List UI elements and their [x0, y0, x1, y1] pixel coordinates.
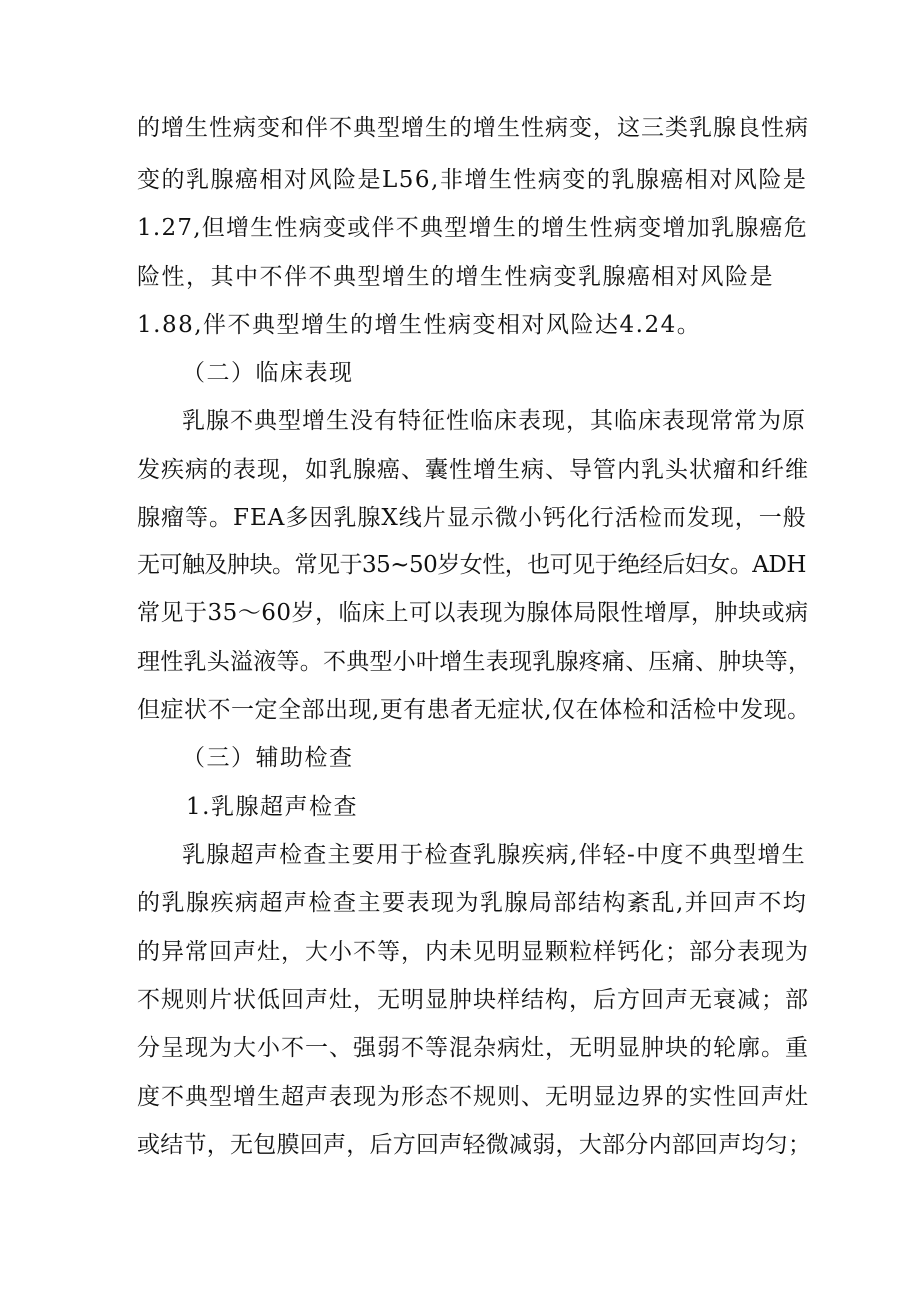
section-heading-clinical: （二）临床表现	[182, 360, 354, 386]
paragraph-line: 变的乳腺癌相对风险是L56,非增生性病变的乳腺癌相对风险是	[137, 167, 808, 193]
paragraph-line: 1.88,伴不典型增生的增生性病变相对风险达4.24。	[137, 312, 702, 338]
paragraph-line: 的增生性病变和伴不典型增生的增生性病变，这三类乳腺良性病	[137, 115, 809, 141]
paragraph-line: 度不典型增生超声表现为形态不规则、无明显边界的实性回声灶	[137, 1084, 809, 1110]
paragraph-line: 不规则片状低回声灶，无明显肿块样结构，后方回声无衰减；部	[137, 987, 809, 1013]
paragraph-line: 腺瘤等。FEA多因乳腺X线片显示微小钙化行活检而发现，一般	[137, 505, 807, 531]
paragraph-line: 的乳腺疾病超声检查主要表现为乳腺局部结构紊乱,并回声不均	[137, 890, 808, 916]
paragraph-line: 理性乳头溢液等。不典型小叶增生表现乳腺疼痛、压痛、肿块等，	[137, 649, 812, 675]
paragraph-line: 但症状不一定全部出现,更有患者无症状,仅在体检和活检中发现。	[137, 697, 811, 723]
paragraph-line: 分呈现为大小不一、强弱不等混杂病灶，无明显肿块的轮廓。重	[137, 1035, 809, 1061]
paragraph-line: 乳腺超声检查主要用于检查乳腺疾病,伴轻-中度不典型增生	[182, 842, 806, 868]
paragraph-line: 的异常回声灶，大小不等，内未见明显颗粒样钙化；部分表现为	[137, 939, 809, 965]
paragraph-line: 或结节，无包膜回声，后方回声轻微减弱，大部分内部回声均匀；	[137, 1132, 812, 1158]
section-heading-auxiliary: （三）辅助检查	[182, 745, 354, 771]
paragraph-line: 1.27,但增生性病变或伴不典型增生的增生性病变增加乳腺癌危	[137, 215, 809, 241]
paragraph-line: 险性，其中不伴不典型增生的增生性病变乳腺癌相对风险是	[137, 264, 774, 290]
paragraph-line: 发疾病的表现，如乳腺癌、囊性增生病、导管内乳头状瘤和纤维	[137, 457, 809, 483]
paragraph-line: 无可触及肿块。常见于35~50岁女性，也可见于绝经后妇女。ADH	[137, 552, 806, 578]
paragraph-line: 乳腺不典型增生没有特征性临床表现，其临床表现常常为原	[182, 408, 806, 434]
paragraph-line: 常见于35～60岁，临床上可以表现为腺体局限性增厚，肿块或病	[137, 600, 809, 626]
subheading-ultrasound: 1.乳腺超声检查	[186, 794, 358, 820]
